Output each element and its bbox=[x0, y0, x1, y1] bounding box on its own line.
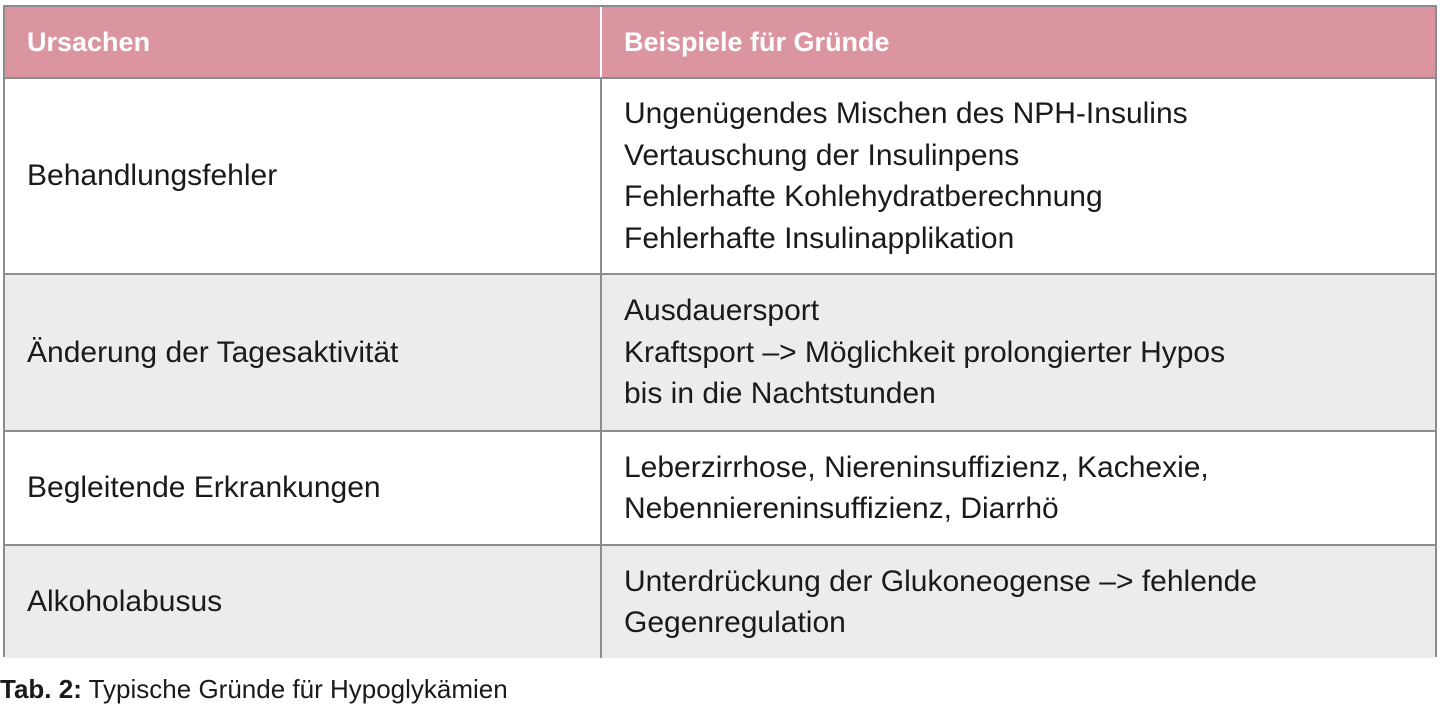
table-caption bbox=[0, 674, 508, 705]
table-row bbox=[5, 545, 1435, 658]
example-line: Fehlerhafte Kohlehydratberechnung bbox=[624, 180, 1103, 213]
example-line: Fehlerhafte Insulinapplikation bbox=[624, 221, 1015, 255]
caption-text: Typische Gründe für Hypoglykämien bbox=[81, 674, 508, 704]
example-line: Nebenniereninsuffizienz, Diarrhö bbox=[624, 492, 1059, 525]
example-line: Kraftsport –> Möglichkeit prolongierter Hypos bbox=[624, 335, 1226, 369]
cause-cell: Alkoholabusus bbox=[5, 545, 601, 658]
example-line: Gegenregulation bbox=[624, 606, 846, 639]
examples-cell bbox=[601, 431, 1435, 545]
table-row bbox=[5, 78, 1435, 274]
example-line: bis in die Nachtstunden bbox=[624, 377, 936, 411]
cause-cell: Änderung der Tagesaktivität bbox=[5, 274, 601, 431]
example-line: Unterdrückung der Glukoneogense –> fehlende bbox=[624, 564, 1257, 598]
examples-cell bbox=[601, 274, 1435, 431]
example-line: Leberzirrhose, Niereninsuffizienz, Kachexie, bbox=[624, 450, 1209, 484]
header-causes: Ursachen bbox=[5, 7, 601, 78]
cause-cell: Behandlungsfehler bbox=[5, 78, 601, 274]
causes-table-container bbox=[3, 5, 1437, 657]
table-row bbox=[5, 431, 1435, 545]
example-line: Ungenügendes Mischen des NPH-Insulins bbox=[624, 97, 1188, 130]
examples-cell bbox=[601, 545, 1435, 658]
table-header-row bbox=[5, 7, 1435, 78]
example-line: Ausdauersport bbox=[624, 294, 820, 328]
header-examples: Beispiele für Gründe bbox=[601, 7, 1435, 78]
caption-label: Tab. 2: bbox=[0, 674, 82, 704]
cause-cell: Begleitende Erkrankungen bbox=[5, 431, 601, 545]
example-line: Vertauschung der Insulinpens bbox=[624, 138, 1020, 172]
table-row bbox=[5, 274, 1435, 431]
examples-cell bbox=[601, 78, 1435, 274]
hypoglycemia-causes-table bbox=[5, 7, 1435, 658]
